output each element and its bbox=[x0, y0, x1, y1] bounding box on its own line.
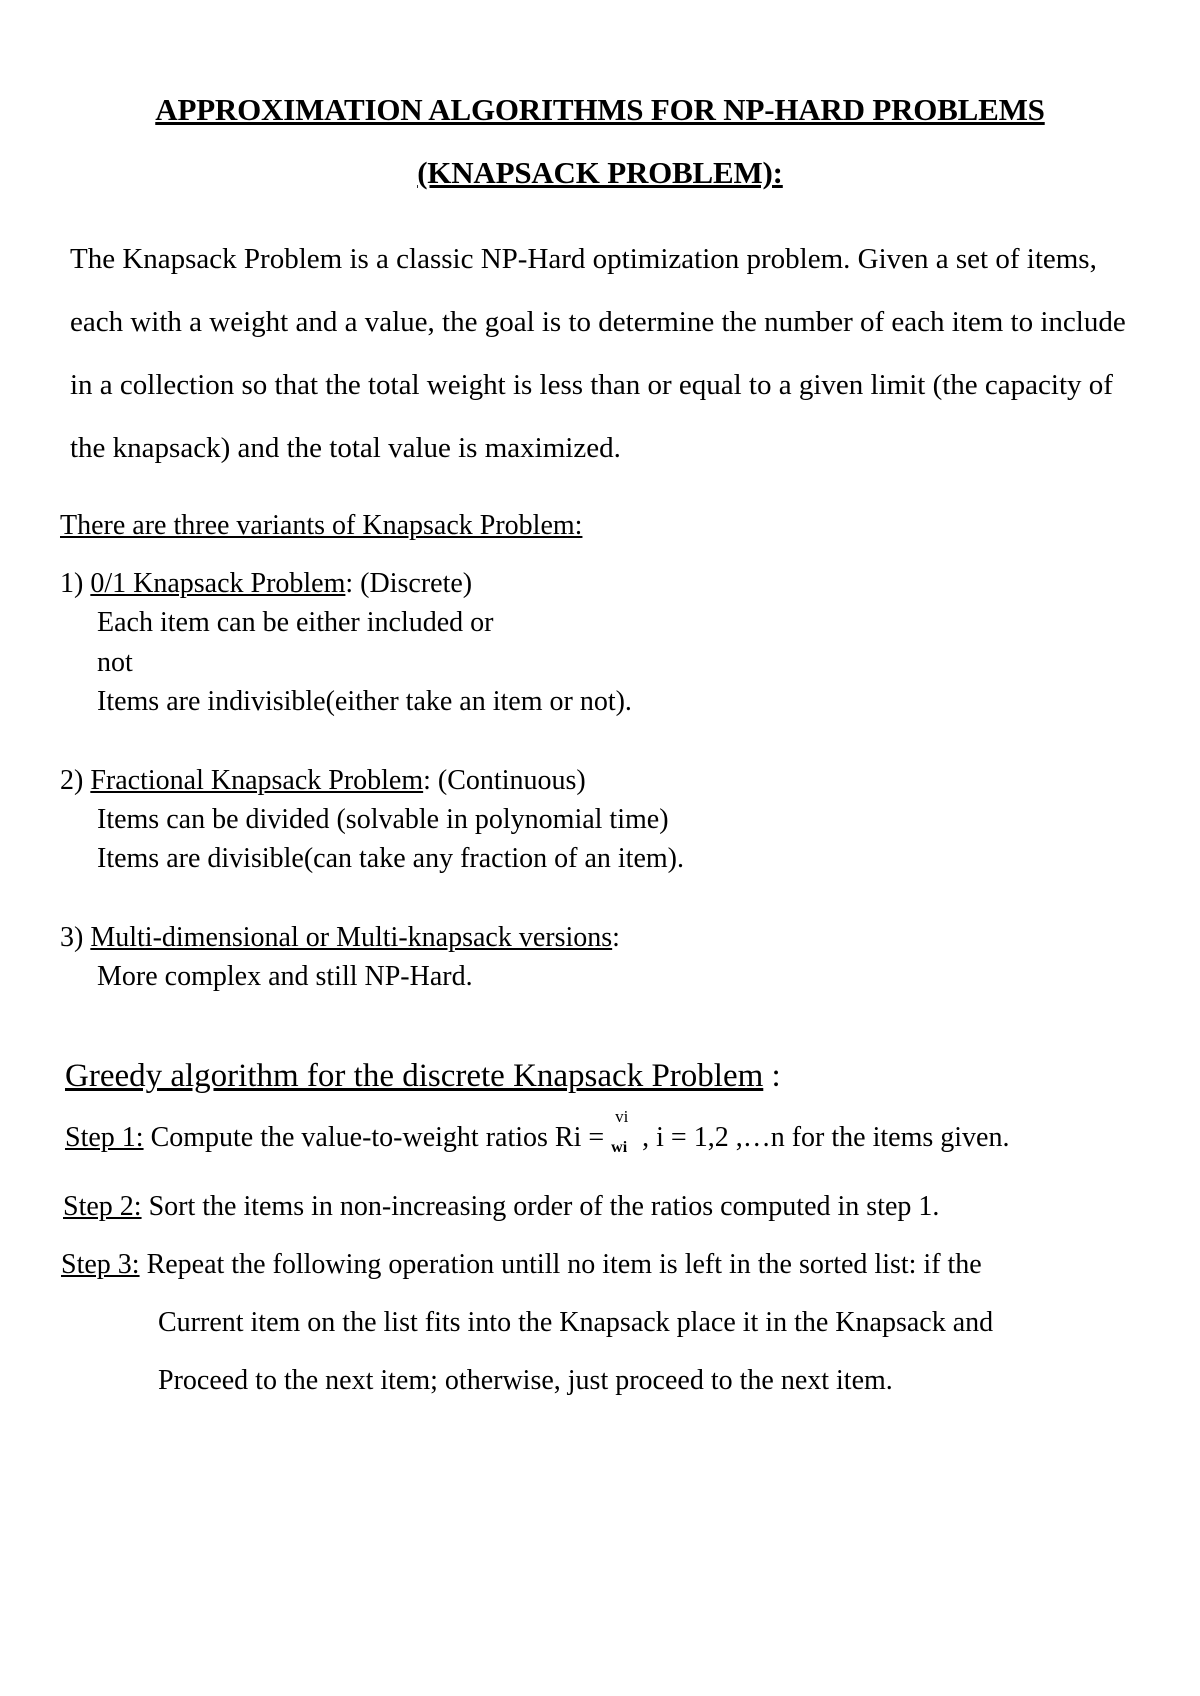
variant-2-line-2: Items are divisible(can take any fraction of an item). bbox=[97, 843, 684, 874]
greedy-heading-suffix: : bbox=[763, 1058, 781, 1094]
greedy-heading-text: Greedy algorithm for the discrete Knapsack Problem bbox=[65, 1058, 764, 1094]
ratio-fraction bbox=[611, 1106, 635, 1156]
variant-suffix: : (Discrete) bbox=[345, 568, 473, 599]
fraction-numerator: vi bbox=[615, 1106, 629, 1126]
variant-2-title bbox=[60, 765, 586, 797]
variant-1-line-3: Items are indivisible(either take an item or not). bbox=[97, 686, 632, 717]
variant-name: Multi-dimensional or Multi-knapsack versions bbox=[90, 922, 613, 953]
fraction-denominator: wi bbox=[611, 1138, 628, 1156]
variant-2-line-1: Items can be divided (solvable in polynomial time) bbox=[97, 804, 669, 835]
step-label: Step 1: bbox=[65, 1122, 144, 1153]
step-label: Step 3: bbox=[61, 1249, 140, 1280]
variants-heading: There are three variants of Knapsack Problem: bbox=[60, 510, 583, 541]
variant-3-title bbox=[60, 922, 620, 954]
variant-number: 1) bbox=[60, 568, 91, 599]
variant-1-line-1: Each item can be either included or bbox=[97, 607, 494, 638]
variant-1-title bbox=[60, 568, 472, 600]
variant-1-line-2: not bbox=[97, 647, 133, 678]
step-3-continuation-2: Proceed to the next item; otherwise, just proceed to the next item. bbox=[158, 1365, 893, 1396]
title-line-2: (KNAPSACK PROBLEM): bbox=[417, 155, 783, 190]
step-1 bbox=[65, 1106, 1010, 1156]
variant-name: Fractional Knapsack Problem bbox=[90, 765, 424, 796]
intro-paragraph: The Knapsack Problem is a classic NP-Hard optimization problem. Given a set of items, each with a weight and a value, the goal is to determine the number of each item to include in a collection so that the total weight is less than or equal to a given limit (the capacity of the knapsack) and the total value is maximized. bbox=[70, 243, 1126, 464]
variant-suffix: : bbox=[612, 922, 620, 953]
step-text-after: , i = 1,2 ,…n for the items given. bbox=[635, 1122, 1010, 1153]
variant-number: 3) bbox=[60, 922, 91, 953]
variant-number: 2) bbox=[60, 765, 91, 796]
variant-name: 0/1 Knapsack Problem bbox=[90, 568, 346, 599]
step-3-continuation-1: Current item on the list fits into the Knapsack place it in the Knapsack and bbox=[158, 1307, 994, 1338]
step-text: Repeat the following operation untill no item is left in the sorted list: if the bbox=[139, 1249, 982, 1280]
step-text: Sort the items in non-increasing order of the ratios computed in step 1. bbox=[141, 1191, 940, 1222]
greedy-heading bbox=[65, 1058, 781, 1095]
title-line-1: APPROXIMATION ALGORITHMS FOR NP-HARD PROBLEMS bbox=[155, 92, 1045, 127]
variant-suffix: : (Continuous) bbox=[423, 765, 586, 796]
step-3 bbox=[61, 1249, 982, 1281]
step-2 bbox=[63, 1191, 939, 1223]
variant-3-line-1: More complex and still NP-Hard. bbox=[97, 961, 473, 992]
step-text: Compute the value-to-weight ratios Ri = bbox=[143, 1122, 612, 1153]
step-label: Step 2: bbox=[63, 1191, 142, 1222]
